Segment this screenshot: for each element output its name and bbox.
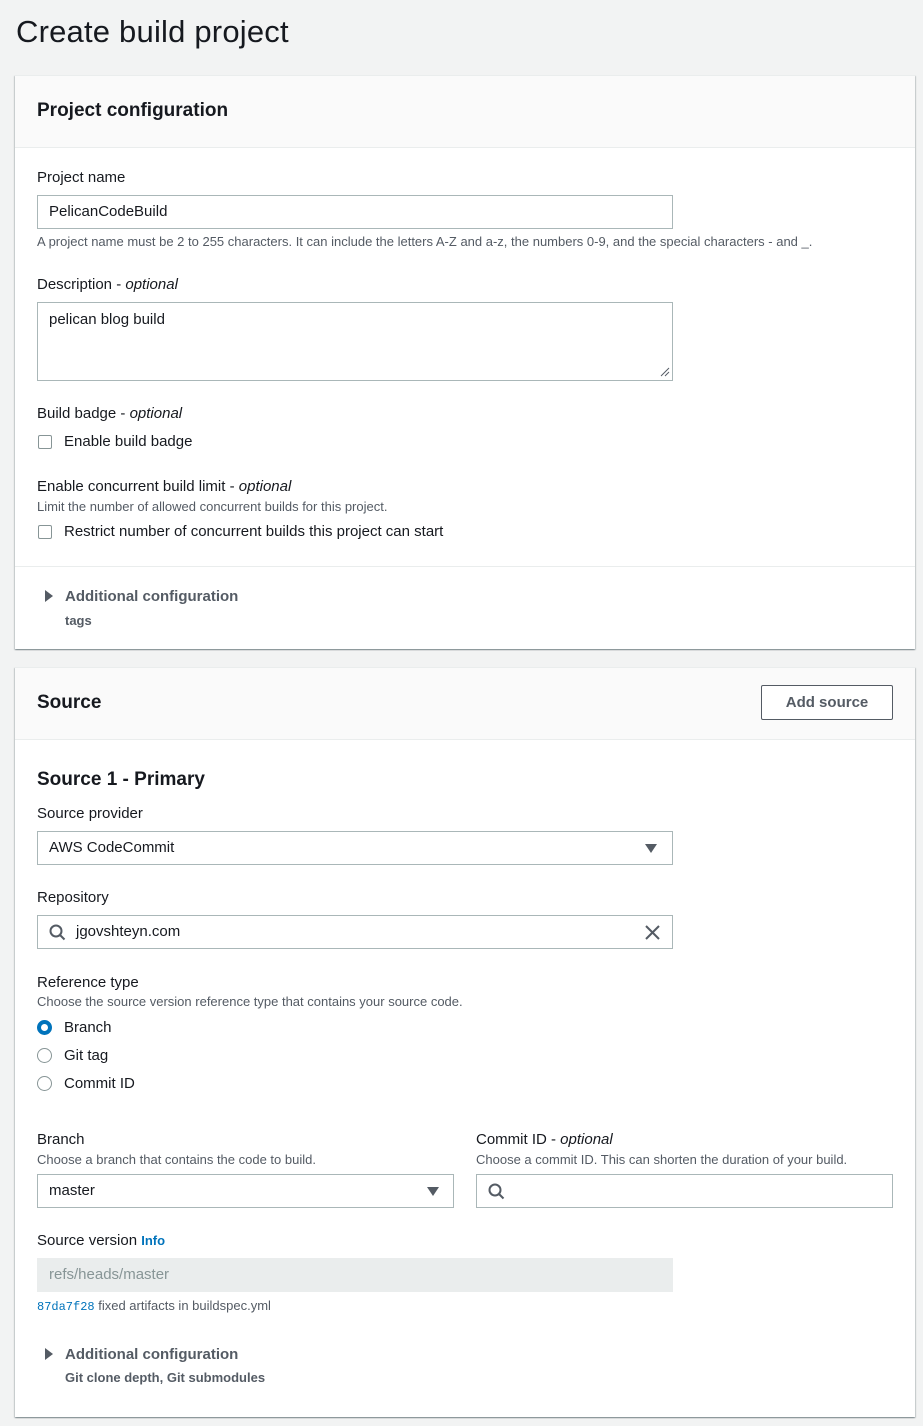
source-provider-select[interactable]: AWS CodeCommit — [37, 831, 673, 865]
page-title: Create build project — [16, 14, 289, 49]
reference-type-hint: Choose the source version reference type that contains your source code. — [37, 994, 463, 1009]
restrict-concurrent-checkbox[interactable] — [38, 525, 52, 539]
radio-branch[interactable] — [37, 1020, 52, 1035]
clear-icon[interactable] — [645, 925, 660, 940]
branch-hint: Choose a branch that contains the code to build. — [37, 1152, 316, 1167]
radio-commit-id-label: Commit ID — [64, 1075, 135, 1092]
search-icon — [488, 1183, 505, 1200]
source-version-label: Source version Info — [37, 1232, 166, 1249]
project-configuration-title: Project configuration — [37, 100, 229, 121]
description-textarea[interactable]: pelican blog build — [37, 302, 673, 381]
source-additional-configuration-subtitle: Git clone depth, Git submodules — [65, 1370, 266, 1385]
add-source-button[interactable]: Add source — [761, 685, 893, 720]
source-version-commit: 87da7f28 fixed artifacts in buildspec.yml — [37, 1298, 271, 1314]
source-additional-configuration-toggle[interactable]: Additional configuration — [65, 1346, 239, 1363]
repository-label: Repository — [37, 889, 109, 906]
concurrent-limit-hint: Limit the number of allowed concurrent builds for this project. — [37, 499, 388, 514]
concurrent-limit-label: Enable concurrent build limit - optional — [37, 478, 292, 495]
source-primary-title: Source 1 - Primary — [37, 769, 205, 790]
project-configuration-header — [15, 76, 915, 148]
additional-configuration-subtitle: tags — [65, 613, 92, 628]
radio-branch-label: Branch — [64, 1019, 112, 1036]
reference-type-label: Reference type — [37, 974, 139, 991]
commit-id-hint: Choose a commit ID. This can shorten the duration of your build. — [476, 1152, 848, 1167]
repository-input[interactable]: jgovshteyn.com — [37, 915, 673, 949]
radio-commit-id[interactable] — [37, 1076, 52, 1091]
source-version-input: refs/heads/master — [37, 1258, 673, 1292]
radio-git-tag-label: Git tag — [64, 1047, 109, 1064]
restrict-concurrent-label: Restrict number of concurrent builds this project can start — [64, 523, 444, 540]
project-name-label: Project name — [37, 169, 126, 186]
source-panel — [15, 667, 915, 1417]
radio-git-tag[interactable] — [37, 1048, 52, 1063]
project-configuration-panel — [15, 75, 915, 649]
chevron-down-icon — [427, 1187, 439, 1196]
caret-right-icon[interactable] — [45, 590, 53, 602]
branch-select[interactable]: master — [37, 1174, 454, 1208]
commit-hash-link[interactable]: 87da7f28 — [37, 1300, 95, 1314]
description-label: Description - optional — [37, 276, 178, 293]
additional-configuration-toggle[interactable]: Additional configuration — [65, 588, 239, 605]
source-provider-label: Source provider — [37, 805, 143, 822]
enable-build-badge-checkbox[interactable] — [38, 435, 52, 449]
commit-id-label: Commit ID - optional — [476, 1131, 613, 1148]
resize-handle-icon[interactable] — [660, 367, 670, 377]
commit-id-input[interactable] — [476, 1174, 893, 1208]
divider — [15, 566, 915, 567]
chevron-down-icon — [645, 844, 657, 853]
project-name-input[interactable]: PelicanCodeBuild — [37, 195, 673, 229]
branch-label: Branch — [37, 1131, 85, 1148]
search-icon — [49, 924, 66, 941]
info-link[interactable]: Info — [141, 1233, 166, 1248]
source-header — [15, 668, 915, 740]
project-name-hint: A project name must be 2 to 255 characters. It can include the letters A-Z and a-z, the numbers 0-9, and the special characters - and _. — [37, 234, 813, 249]
source-title: Source — [37, 692, 102, 713]
enable-build-badge-label: Enable build badge — [64, 433, 193, 450]
caret-right-icon[interactable] — [45, 1348, 53, 1360]
build-badge-label: Build badge - optional — [37, 405, 183, 422]
